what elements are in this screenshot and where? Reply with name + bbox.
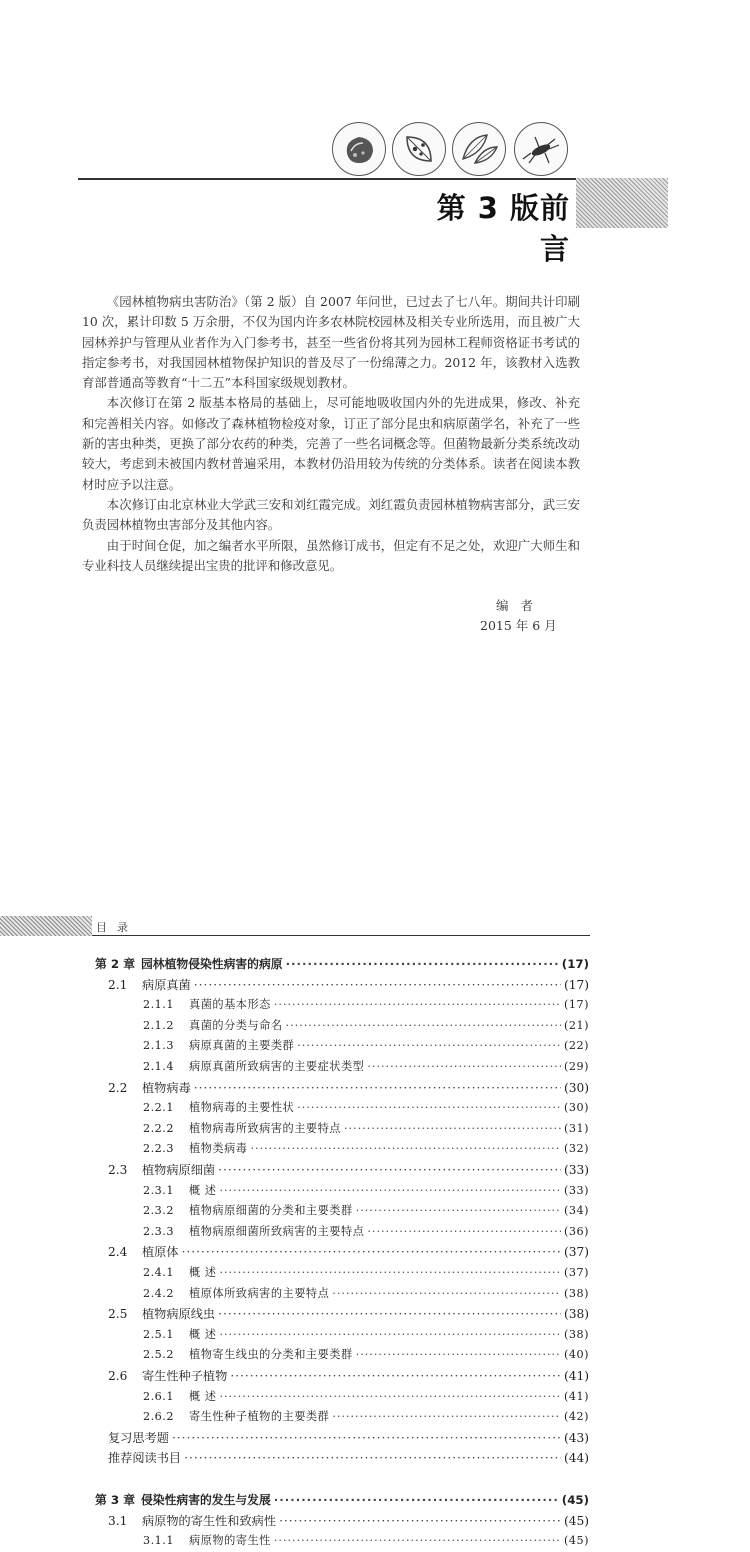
toc-subsection[interactable]: 2.4.2 植原体所致病害的主要特点 ····· (38) <box>143 1285 589 1305</box>
toc-subsection[interactable]: 2.5.1 概 述 ····· (38) <box>143 1326 589 1346</box>
toc-subsection[interactable]: 3.1.1 病原物的寄生性 ····· (45) <box>143 1532 589 1552</box>
toc-section[interactable]: 2.2 植物病毒 ····· (30) <box>108 1079 589 1099</box>
toc-chapter[interactable]: 第 2 章 园林植物侵染性病害的病原 ····· (17) <box>95 955 589 975</box>
toc-subsection[interactable]: 2.2.2 植物病毒所致病害的主要特点 ····· (31) <box>143 1120 589 1140</box>
preface-paragraph: 由于时间仓促，加之编者水平所限，虽然修订成书，但定有不足之处，欢迎广大师生和专业科技人员继续提出宝贵的批评和修改意见。 <box>82 537 580 573</box>
toc-subsection[interactable]: 2.4.1 概 述 ····· (37) <box>143 1264 589 1284</box>
header-decoration <box>332 120 572 176</box>
toc-section[interactable]: 2.6 寄生性种子植物 ····· (41) <box>108 1367 589 1387</box>
toc-subsection[interactable]: 2.1.3 病原真菌的主要类群 ····· (22) <box>143 1037 589 1057</box>
toc-section[interactable]: 2.1 病原真菌 ····· (17) <box>108 976 589 996</box>
toc-subsection[interactable]: 2.1.4 病原真菌所致病害的主要症状类型 ····· (29) <box>143 1058 589 1078</box>
toc-chapter[interactable]: 第 3 章 侵染性病害的发生与发展 ····· (45) <box>95 1491 589 1511</box>
toc-subsection[interactable]: 2.2.3 植物类病毒 ····· (32) <box>143 1140 589 1160</box>
diseased-fruit-icon <box>332 122 386 176</box>
toc-title: 目录 <box>96 921 138 934</box>
insect-icon <box>514 122 568 176</box>
heading-rule <box>78 178 578 180</box>
toc-subsection[interactable]: 2.6.1 概 述 ····· (41) <box>143 1388 589 1408</box>
preface-paragraph: 《园林植物病虫害防治》（第 2 版）自 2007 年问世，已过去了七八年。期间共计印刷 10 次，累计印数 5 万余册，不仅为国内许多农林院校园林及相关专业所选用，而且被广大园林养护与管理从业者作为入门参考书，甚至一些省份将其列为园林工程师资格证书考试的指定参考书，对我国园林植物保护知识的普及尽了一份绵薄之力。2012 年，该教材入选教育部普通高等教育“十二五”本科国家级规划教材。 <box>82 294 580 391</box>
toc-recommended-reading[interactable]: 推荐阅读书目 ····· (44) <box>108 1449 589 1469</box>
toc-section[interactable]: 2.4 植原体 ····· (37) <box>108 1243 589 1263</box>
toc-subsection[interactable]: 2.5.2 植物寄生线虫的分类和主要类群 ····· (40) <box>143 1346 589 1366</box>
preface-paragraph: 本次修订由北京林业大学武三安和刘红霞完成。刘红霞负责园林植物病害部分，武三安负责园林植物虫害部分及其他内容。 <box>82 496 580 533</box>
toc-subsection[interactable]: 2.3.2 植物病原细菌的分类和主要类群 ····· (34) <box>143 1202 589 1222</box>
toc-subsection[interactable]: 2.3.3 植物病原细菌所致病害的主要特点 ····· (36) <box>143 1223 589 1243</box>
author-signature: 编者 <box>496 598 546 613</box>
toc-section[interactable]: 2.3 植物病原细菌 ····· (33) <box>108 1161 589 1181</box>
toc-subsection[interactable]: 2.6.2 寄生性种子植物的主要类群 ····· (42) <box>143 1408 589 1428</box>
toc-subsection[interactable]: 2.1.2 真菌的分类与命名 ····· (21) <box>143 1017 589 1037</box>
toc-subsection[interactable]: 2.2.1 植物病毒的主要性状 ····· (30) <box>143 1099 589 1119</box>
preface-paragraph: 本次修订在第 2 版基本格局的基础上，尽可能地吸收国内外的先进成果，修改、补充和完善相关内容。如修改了森林植物检疫对象，订正了部分昆虫和病原菌学名，补充了一些新的害虫种类，更换了部分农药的种类，完善了一些名词概念等。但菌物最新分类系统改动较大，考虑到未被国内教材普遍采用，本教材仍沿用较为传统的分类体系。读者在阅读本教材时应予以注意。 <box>82 395 580 492</box>
toc-header-rule <box>92 935 590 936</box>
toc-review-questions[interactable]: 复习思考题 ····· (43) <box>108 1429 589 1449</box>
page-title: 第 3 版前言 <box>436 191 570 266</box>
preface-date: 2015 年 6 月 <box>480 618 557 633</box>
spotted-leaf-icon <box>392 122 446 176</box>
toc-header-pattern <box>0 916 92 936</box>
toc-subsection[interactable]: 2.3.1 概 述 ····· (33) <box>143 1182 589 1202</box>
leaves-icon <box>452 122 506 176</box>
heading-pattern <box>576 178 668 228</box>
preface-body <box>82 292 580 576</box>
toc-section[interactable]: 2.5 植物病原线虫 ····· (38) <box>108 1305 589 1325</box>
toc-section[interactable]: 3.1 病原物的寄生性和致病性 ····· (45) <box>108 1512 589 1532</box>
toc-subsection[interactable]: 2.1.1 真菌的基本形态 ····· (17) <box>143 996 589 1016</box>
